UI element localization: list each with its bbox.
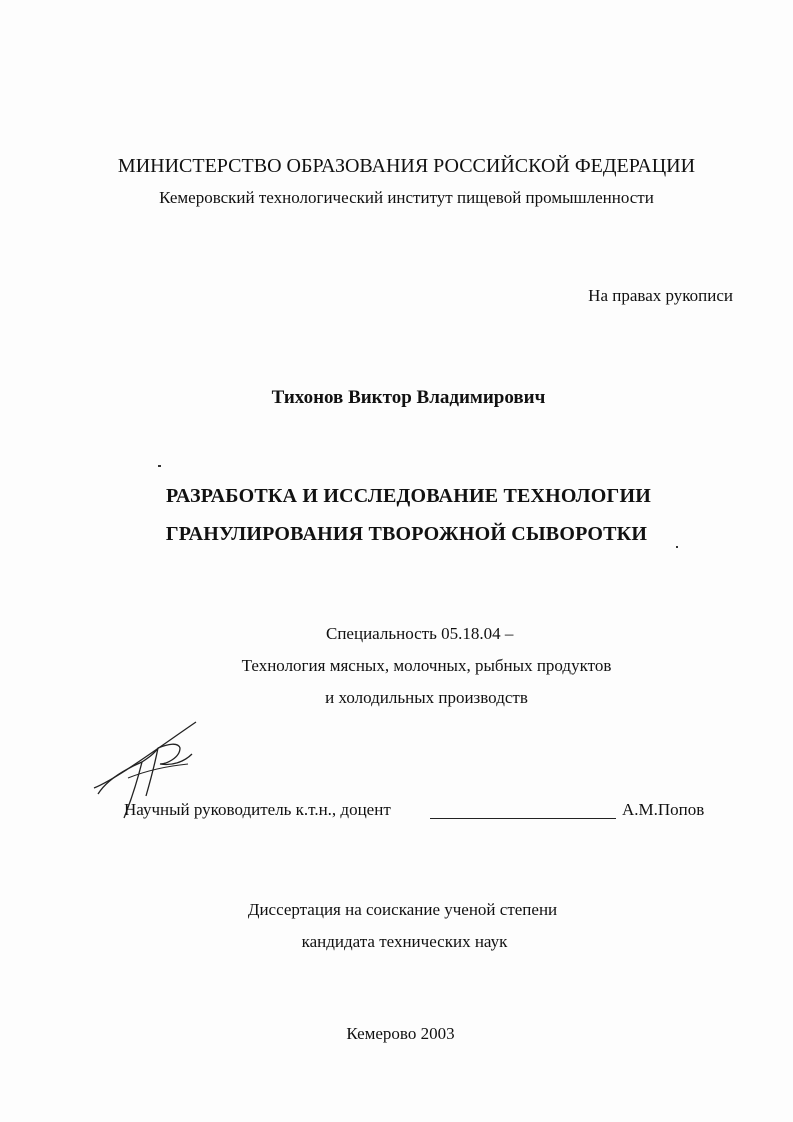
dissertation-line-2: кандидата технических наук: [301, 932, 508, 951]
scan-speck: [676, 546, 678, 548]
specialty-line-2: Технология мясных, молочных, рыбных продуктов: [241, 656, 612, 675]
supervisor-name: А.М.Попов: [622, 800, 705, 819]
specialty-code: Специальность 05.18.04 –: [326, 624, 514, 643]
scan-speck: [158, 465, 161, 467]
dissertation-line-1: Диссертация на соискание ученой степени: [247, 900, 558, 919]
title-line-2: ГРАНУЛИРОВАНИЯ ТВОРОЖНОЙ СЫВОРОТКИ: [165, 523, 648, 545]
manuscript-note: На правах рукописи: [588, 286, 733, 305]
signature-line: [430, 818, 616, 819]
place-year: Кемерово 2003: [346, 1024, 455, 1043]
specialty-line-3: и холодильных производств: [325, 688, 528, 707]
institute-name: Кемеровский технологический институт пищевой промышленности: [159, 188, 654, 207]
author-name: Тихонов Виктор Владимирович: [271, 387, 546, 408]
title-line-1: РАЗРАБОТКА И ИССЛЕДОВАНИЕ ТЕХНОЛОГИИ: [166, 485, 651, 507]
ministry-heading: МИНИСТЕРСТВО ОБРАЗОВАНИЯ РОССИЙСКОЙ ФЕДЕРАЦИИ: [117, 155, 696, 177]
supervisor-label: Научный руководитель к.т.н., доцент: [124, 800, 391, 819]
